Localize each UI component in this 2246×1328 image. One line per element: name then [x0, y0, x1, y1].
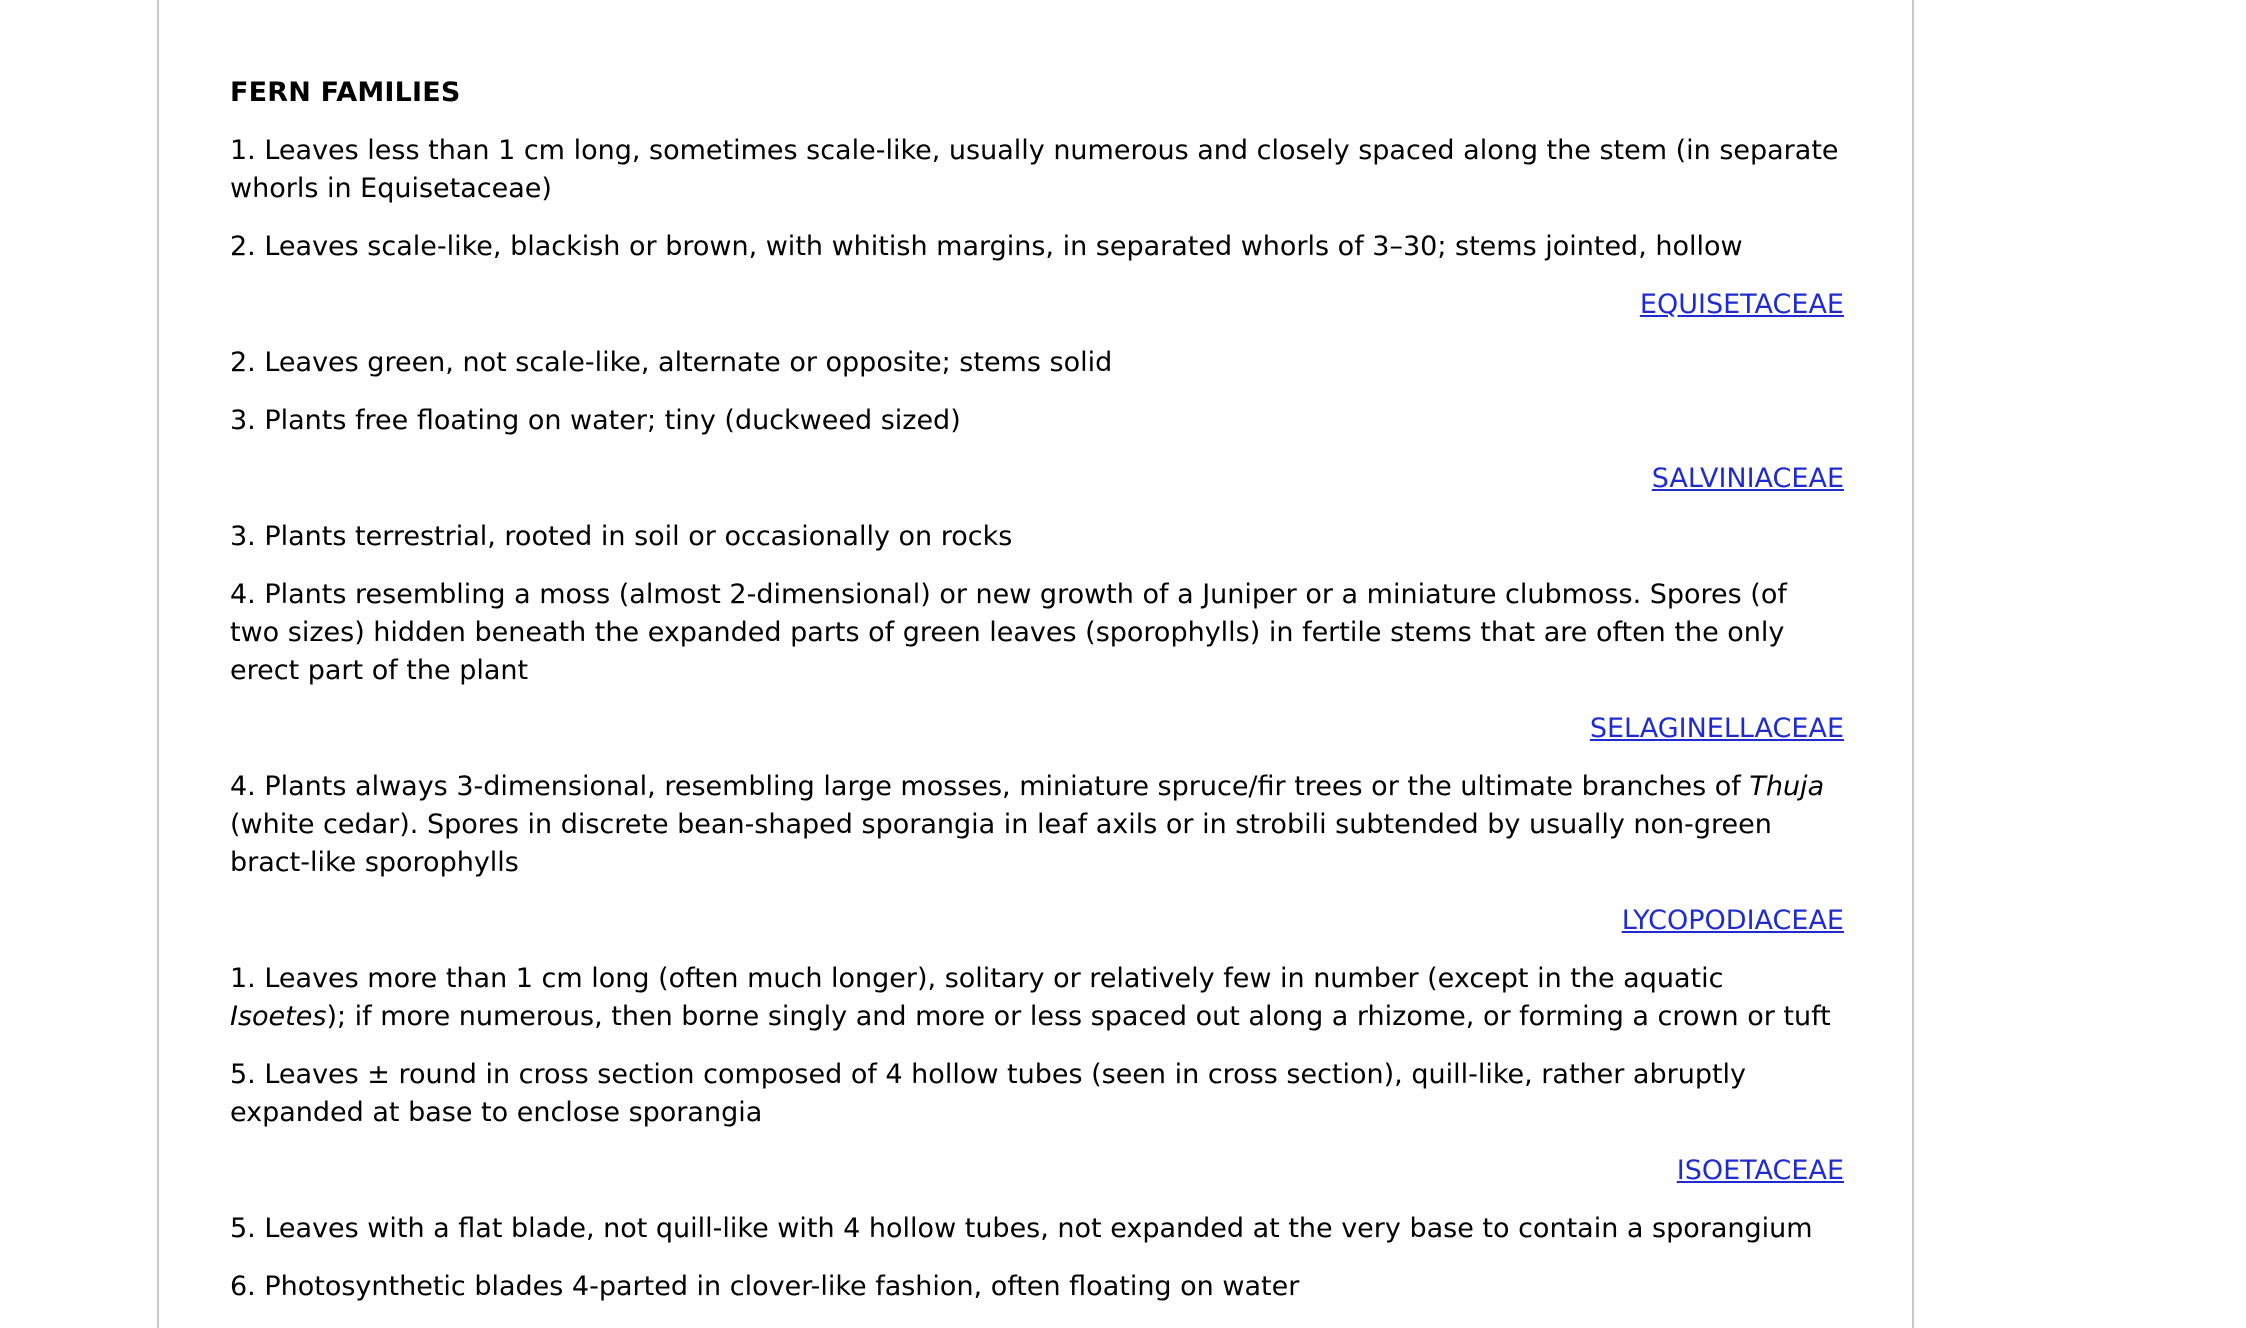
key-lead-4: 3. Plants free floating on water; tiny (duckweed sized) [230, 405, 961, 436]
key-lead-8-before: 1. Leaves more than 1 cm long (often much longer), solitary or relatively few in number (except in the aquatic [230, 963, 1724, 994]
key-lead-8 [230, 960, 1844, 1036]
family-link-lycopodiaceae[interactable]: LYCOPODIACEAE [1621, 905, 1844, 936]
key-lead-2: 2. Leaves scale-like, blackish or brown, with whitish margins, in separated whorls of 3–30; stems jointed, hollow [230, 231, 1743, 262]
key-lead-1: 1. Leaves less than 1 cm long, sometimes scale-like, usually numerous and closely spaced along the stem (in separate whorls in Equisetaceae) [230, 135, 1839, 204]
family-row-selaginellaceae [230, 710, 1844, 748]
family-row-salviniaceae [230, 460, 1844, 498]
key-lead-8-italic: Isoetes [230, 1001, 327, 1032]
key-lead-11: 6. Photosynthetic blades 4-parted in clover-like fashion, often floating on water [230, 1271, 1300, 1302]
key-lead-9: 5. Leaves ± round in cross section composed of 4 hollow tubes (seen in cross section), quill-like, rather abruptly expanded at base to enclose sporangia [230, 1059, 1747, 1128]
key-lead-10: 5. Leaves with a flat blade, not quill-like with 4 hollow tubes, not expanded at the very base to contain a sporangium [230, 1213, 1813, 1244]
key-lead-8-after: ); if more numerous, then borne singly and more or less spaced out along a rhizome, or forming a crown or tuft [326, 1001, 1831, 1032]
family-link-equisetaceae[interactable]: EQUISETACEAE [1639, 289, 1844, 320]
key-lead-3: 2. Leaves green, not scale-like, alternate or opposite; stems solid [230, 347, 1113, 378]
key-lead-6: 4. Plants resembling a moss (almost 2-dimensional) or new growth of a Juniper or a miniature clubmoss. Spores (of two sizes) hidden beneath the expanded parts of green leaves (sporophylls) in fertile stems that are often the only erect part of the plant [230, 579, 1787, 686]
family-row-lycopodiaceae [230, 902, 1844, 940]
family-link-selaginellaceae[interactable]: SELAGINELLACEAE [1589, 713, 1844, 744]
family-link-salviniaceae[interactable]: SALVINIACEAE [1651, 463, 1844, 494]
key-lead-7-before: 4. Plants always 3-dimensional, resembling large mosses, miniature spruce/fir trees or the ultimate branches of [230, 771, 1750, 802]
content-column [157, 0, 1914, 1328]
key-lead-5: 3. Plants terrestrial, rooted in soil or occasionally on rocks [230, 521, 1013, 552]
family-row-equisetaceae [230, 286, 1844, 324]
family-link-isoetaceae[interactable]: ISOETACEAE [1676, 1155, 1844, 1186]
key-container [230, 74, 1844, 1326]
page-title: FERN FAMILIES [230, 77, 461, 108]
key-lead-7 [230, 768, 1844, 882]
key-lead-7-after: (white cedar). Spores in discrete bean-shaped sporangia in leaf axils or in strobili subtended by usually non-green bract-like sporophylls [230, 809, 1772, 878]
family-row-isoetaceae [230, 1152, 1844, 1190]
key-lead-7-italic: Thuja [1749, 771, 1825, 802]
